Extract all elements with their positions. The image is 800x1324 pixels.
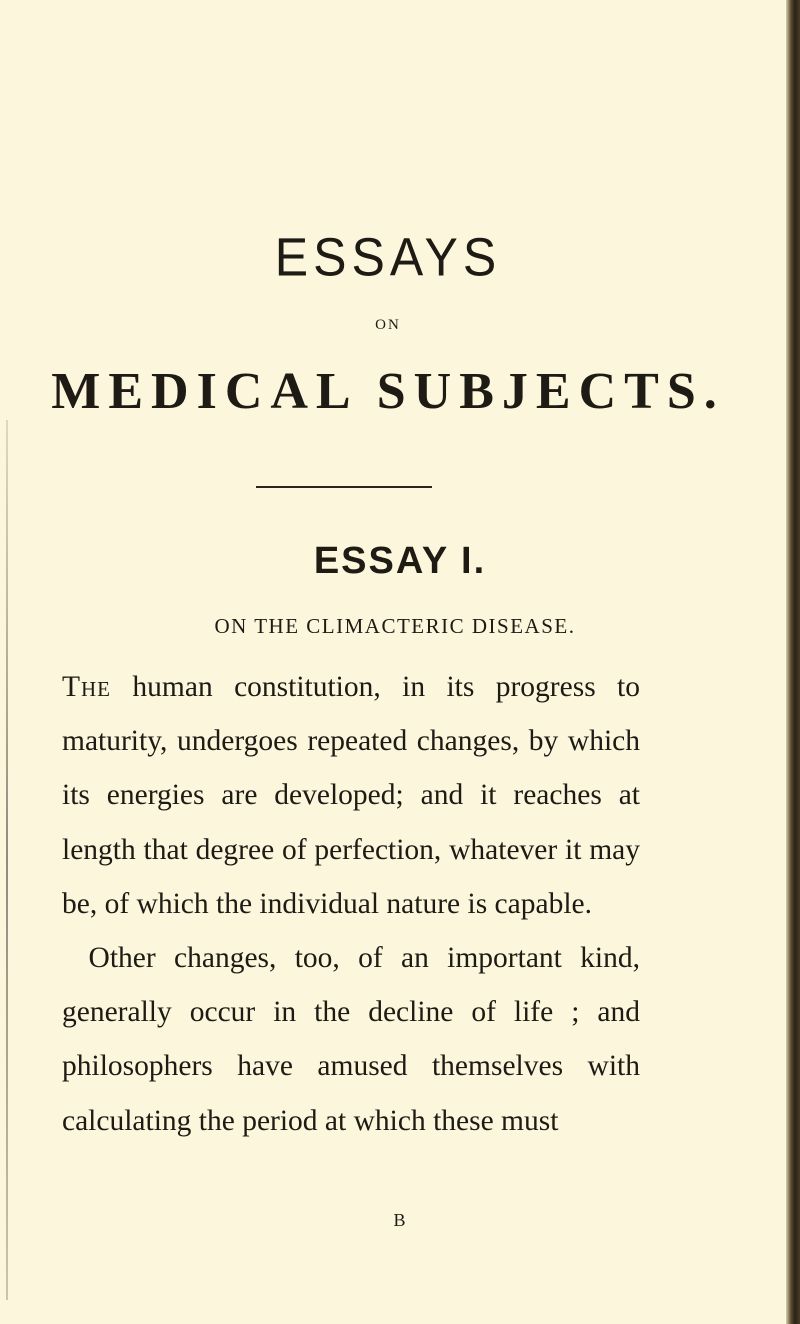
- printer-signature-mark: B: [393, 1210, 407, 1230]
- paragraph-1-text: human constitution, in its progress to maturity, undergoes repeated changes, by which its energies are developed; and it reaches at length that degree of perfection, whatever it may be, of which the individual nature is capable.: [62, 671, 640, 920]
- paragraph-2: [62, 931, 640, 1148]
- body-text: [62, 660, 640, 1148]
- book-title: ESSAYS: [274, 226, 502, 288]
- title-connector: ON: [375, 317, 401, 333]
- essay-heading: ESSAY I.: [313, 540, 487, 582]
- essay-subtitle: ON THE CLIMACTERIC DISEASE.: [214, 614, 576, 638]
- paragraph-1: [62, 660, 640, 931]
- divider-rule: [256, 486, 432, 488]
- paragraph-2-text: Other changes, too, of an important kind, generally occur in the decline of life ; and philosophers have amused themselves with calculating the period at which these must: [62, 942, 640, 1137]
- lead-word: The: [62, 671, 112, 703]
- book-subtitle: MEDICAL SUBJECTS.: [51, 363, 725, 420]
- book-spine-edge: [786, 0, 800, 1324]
